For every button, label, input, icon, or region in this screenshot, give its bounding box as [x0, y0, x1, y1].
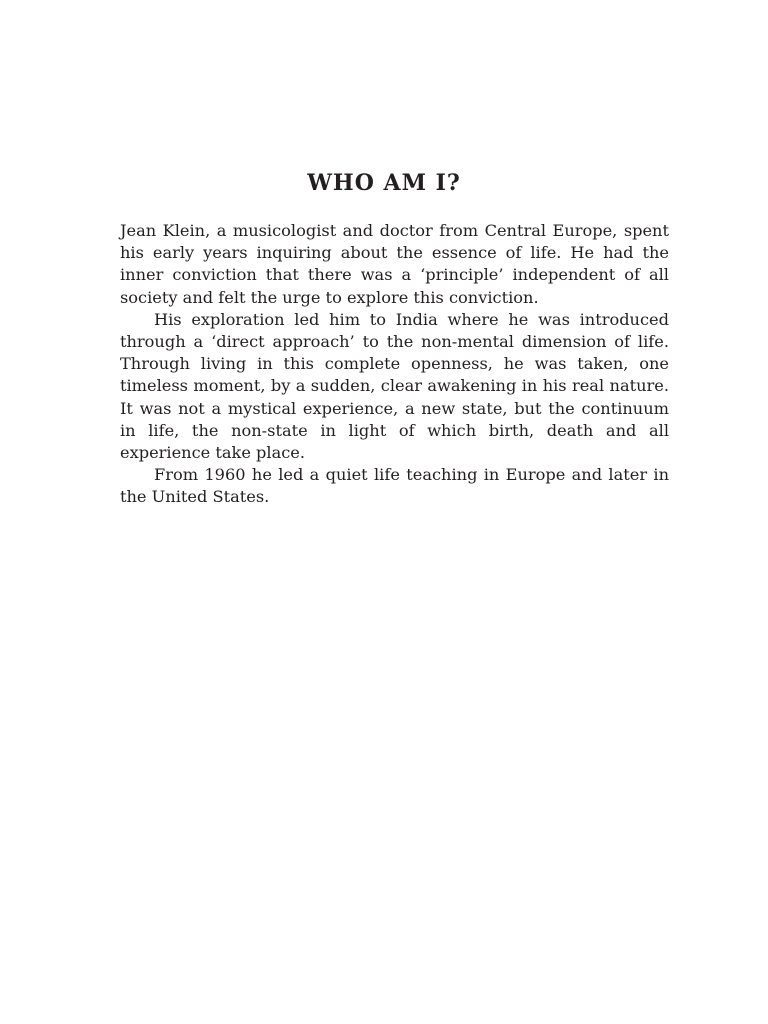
paragraph-1: Jean Klein, a musicologist and doctor from Central Europe, spent his early years inquiring about the essence of life. He had the inner conviction that there was a ‘principle’ independent of all society and felt the urge to explore this conviction. — [120, 221, 669, 307]
paragraph-2: His exploration led him to India where he was introduced through a ‘direct approach’ to the non-mental dimension of life. Through living in this complete openness, he was taken, one timeless moment, by a sudden, clear awakening in his real nature. It was not a mystical experience, a new state, but the continuum in life, the non-state in light of which birth, death and all experience take place. — [120, 309, 669, 463]
page-title: WHO AM I? — [307, 170, 461, 196]
body-text — [120, 220, 669, 509]
paragraph-3: From 1960 he led a quiet life teaching in Europe and later in the United States. — [120, 465, 669, 507]
